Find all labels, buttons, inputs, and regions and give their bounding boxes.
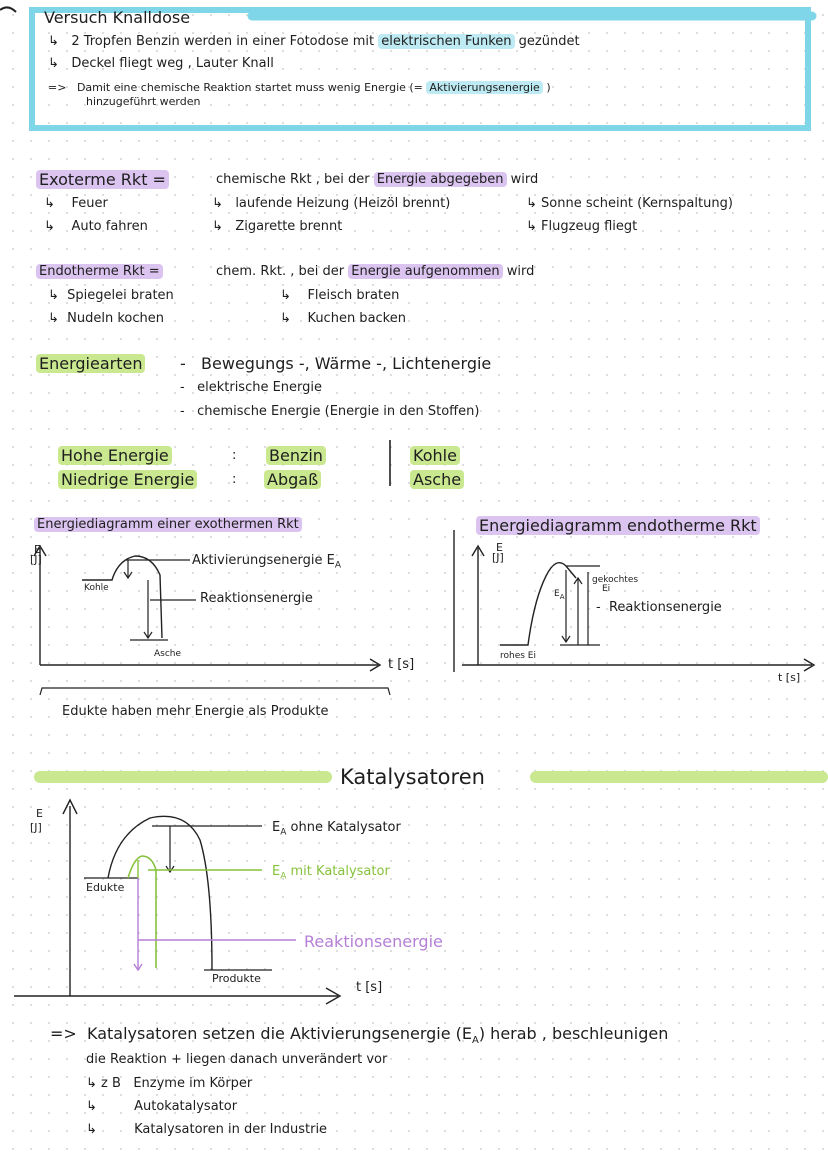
exo-diagram-title: Energiediagramm einer exothermen Rkt [34,517,302,533]
cat-y-label: E [36,807,43,820]
cat-ea-without-label: $E_A$ ohne Katalysator [272,820,401,838]
endo-reaction-label: - Reaktionsenergie [596,600,722,615]
exotherm-definition: chemische Rkt , bei der Energie abgegeben wird [216,172,539,187]
experiment-conclusion: => Damit eine chemische Reaktion startet muss wenig Energie (= Aktivierungsenergie ) [48,81,551,94]
cat-edukte-label: Edukte [86,881,125,894]
energy-type-2: - elektrische Energie [180,380,323,395]
high-energy-ex-1: Benzin [266,446,326,466]
cat-example-3: ↳ Katalysatoren in der Industrie [86,1122,328,1137]
endo-ea-label: $E_A$ [554,589,565,601]
endo-x-label: t [s] [778,671,801,684]
endo-y-unit: [J] [492,551,504,564]
exo-note: Edukte haben mehr Energie als Produkte [62,704,329,719]
cat-x-label: t [s] [356,980,383,995]
exotherm-ex-5: ↳ Sonne scheint (Kernspaltung) [526,196,733,211]
exotherm-ex-2: ↳ Auto fahren [44,219,148,234]
cat-curve-with [128,856,156,968]
exo-activation-label: Aktivierungsenergie $E_A$ [192,553,342,571]
high-energy-label: Hohe Energie [58,446,172,466]
endo-end-label-1: gekochtes [592,575,639,585]
exotherm-ex-4: ↳ Zigarette brennt [212,219,343,234]
cat-example-2: ↳ Autokatalysator [86,1099,238,1114]
catalyst-title: Katalysatoren [340,765,485,789]
energy-type-3: - chemische Energie (Energie in den Stoffen) [180,404,480,419]
endo-start-label: rohes Ei [500,651,536,661]
exo-y-label: E [34,543,41,556]
experiment-conclusion-2: hinzugeführt werden [86,95,201,108]
endo-diagram-title: Energiediagramm endotherme Rkt [476,516,760,536]
arrow-icon: ↳ [48,56,59,71]
endotherm-ex-1: ↳ Spiegelei braten [48,288,174,303]
exo-start-label: Kohle [84,583,109,593]
energy-type-1: - Bewegungs -, Wärme -, Lichtenergie [180,354,492,373]
high-energy-ex-2: Kohle [410,446,460,466]
high-energy-colon: : [232,448,237,463]
cat-y-unit: [J] [30,821,42,834]
endotherm-term: Endotherme Rkt = [36,264,163,280]
experiment-line-1: ↳ 2 Tropfen Benzin werden in einer Fotodose mit elektrischen Funken gezündet [48,34,580,49]
implies-icon: => [50,1024,77,1043]
low-energy-ex-1: Abgaß [264,470,321,490]
implies-icon: => [48,81,67,94]
cat-ea-with-label: $E_A$ mit Katalysator [272,864,390,882]
exo-curve [82,556,162,638]
corner-curl [0,7,16,12]
exotherm-term: Exoterme Rkt = [36,170,169,190]
endo-end-label-2: Ei [602,584,611,594]
exotherm-ex-1: ↳ Feuer [44,196,108,211]
exo-end-label: Asche [154,649,182,659]
exo-reaction-label: Reaktionsenergie [200,591,313,606]
cat-reaction-label: Reaktionsenergie [304,932,443,951]
low-energy-ex-2: Asche [410,470,464,490]
cat-summary-2: die Reaktion + liegen danach unverändert vor [86,1052,388,1067]
cat-produkte-label: Produkte [212,972,261,985]
low-energy-colon: : [232,472,237,487]
exo-y-unit: [J] [30,553,42,566]
experiment-title: Versuch Knalldose [44,8,191,27]
cat-summary-1: => Katalysatoren setzen die Aktivierungsenergie $(E_A)$ herab , beschleunigen [50,1024,669,1047]
low-energy-label: Niedrige Energie [58,470,197,490]
exo-bracket [40,688,390,695]
endo-y-label: E [496,541,503,554]
endotherm-ex-4: ↳ Kuchen backen [280,311,406,326]
endotherm-ex-2: ↳ Nudeln kochen [48,311,165,326]
arrow-icon: ↳ [48,34,59,49]
exo-x-label: t [s] [388,657,415,672]
exotherm-ex-6: ↳ Flugzeug fliegt [526,219,638,234]
exotherm-ex-3: ↳ laufende Heizung (Heizöl brennt) [212,196,451,211]
energy-types-term: Energiearten [36,354,145,374]
endotherm-definition: chem. Rkt. , bei der Energie aufgenommen wird [216,264,535,279]
endotherm-ex-3: ↳ Fleisch braten [280,288,400,303]
cat-example-1: ↳ z B Enzyme im Körper [86,1076,253,1091]
endo-curve [500,563,576,645]
experiment-line-2: ↳ Deckel fliegt weg , Lauter Knall [48,56,274,71]
